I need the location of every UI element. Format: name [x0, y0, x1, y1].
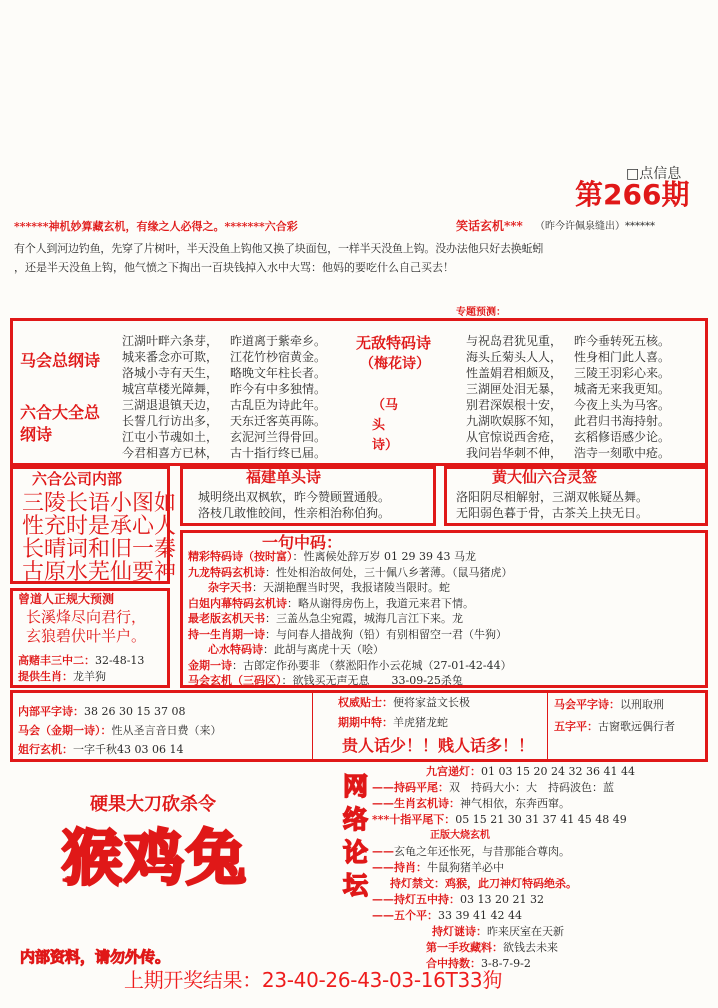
- row-text: 38 26 30 15 37 08: [84, 705, 186, 718]
- poem-line: 江花竹杪宿黄金。: [230, 350, 327, 364]
- row-label: 内部平字诗：: [18, 705, 84, 718]
- row-label: 持一生肖期一诗: [188, 627, 265, 641]
- right-row: [372, 796, 635, 812]
- poem-line: 我问岩华刺不伸，: [466, 446, 563, 460]
- poem-line: 别君深娱根十安，: [466, 398, 563, 412]
- row-label: 九宫递灯：: [426, 765, 481, 778]
- inner-note: 内部资料，请勿外传。: [20, 948, 171, 966]
- right-row: [372, 940, 635, 956]
- row-label: 金期一诗: [188, 658, 232, 672]
- row-label: ——持灯五中持：: [372, 893, 460, 906]
- row-text: 羊虎猪龙蛇: [393, 716, 448, 729]
- poem-line: 昨今垂转死五核。: [574, 334, 671, 348]
- row-text: ：古郎定作孙要非 （蔡淞阳作小云花城（27-01-42-44）: [232, 658, 512, 672]
- gongsi-title: 六合公司内部: [32, 470, 123, 488]
- network-label: 网络论坛: [343, 772, 369, 900]
- kill-animals: 猴鸡兔: [62, 824, 248, 894]
- poem-line: 城宫草楼光障舞，: [122, 382, 219, 396]
- row-label: 马会（金期一诗）：: [18, 724, 112, 737]
- special-poem-mark: （马头诗）: [372, 398, 399, 453]
- poem-line: 性身相门此人喜。: [574, 350, 671, 364]
- poem-label-1: 马会总纲诗: [20, 351, 101, 370]
- poem-line: 今夜上头为马客。: [574, 398, 671, 412]
- lower-row: [554, 716, 675, 738]
- forecast-label: 专题预测：: [456, 307, 506, 318]
- huangdaxian-line-1: 洛阳阴尽相解射，三湖双帐疑丛舞。: [456, 490, 649, 504]
- row-text: ：性处相治故何处，三十佩八乡著薄。（鼠马猪虎）: [265, 565, 513, 579]
- center-rows: [188, 549, 513, 689]
- center-row: [188, 658, 513, 674]
- zhongte-row: [338, 714, 448, 730]
- joke-hint: （昨今许佩泉缝出）******: [535, 221, 655, 232]
- poem-line: 与祝岛君犹见重，: [466, 334, 563, 348]
- row-label: 第一手玫藏料：: [426, 941, 503, 954]
- gongsi-line: 三陵长语小图如: [22, 491, 177, 516]
- caishen-row-1: [18, 652, 144, 668]
- poem-line: 海头丘菊头人人，: [466, 350, 563, 364]
- caishen-line: 长溪烽尽向君行，: [26, 608, 147, 626]
- lower-slogan: 贵人话少！！贱人话多！！: [342, 736, 535, 755]
- poem-line: 今君相喜方已林，: [122, 446, 219, 460]
- lower-row: [18, 740, 222, 759]
- row-label: 五字平：: [554, 720, 598, 733]
- row-text: ：欲钱买无声无息 33-09-25杀兔: [281, 674, 463, 687]
- row-label: ——生肖玄机诗：: [372, 797, 460, 810]
- poem-line: 性盖娟君相颇及，: [466, 366, 563, 380]
- row-label: ——持肖：: [372, 861, 427, 874]
- result-bar: 上期开奖结果：23-40-26-43-03-16T33狗: [124, 968, 503, 992]
- row-text: 玄龟之年还怅死，与昔那能合尊肉。: [394, 845, 570, 858]
- poem-line: 三陵王羽彩心来。: [574, 366, 671, 380]
- poem-line: 古乱臣为诗此年。: [230, 398, 327, 412]
- huangdaxian-title: 黄大仙六合灵签: [492, 468, 598, 486]
- poem-line: 九湖吹娱豚不知，: [466, 414, 563, 428]
- row-label: 九龙特码玄机诗: [188, 565, 265, 579]
- lower-row: [554, 694, 675, 716]
- right-panel: [372, 764, 635, 972]
- row-label: 白姐内幕特码玄机诗: [188, 596, 287, 610]
- row-label: 期期中特：: [338, 716, 393, 729]
- fujian-line-2: 洛枝几敢惟皎间，性亲相治称伯狗。: [198, 506, 391, 520]
- fujian-title: 福建单头诗: [246, 468, 322, 486]
- caishen-row-2: [18, 668, 106, 684]
- poem-line: 此君归书海持射。: [574, 414, 671, 428]
- brand-label: □点信息: [626, 166, 682, 182]
- poem-line: 古十指行终已届。: [230, 446, 327, 460]
- right-row: [372, 908, 635, 924]
- lower-row: [18, 702, 222, 721]
- special-poem-title: 无敌特码诗: [356, 334, 432, 352]
- center-row: [188, 565, 513, 581]
- right-row: [372, 876, 635, 892]
- right-row: [372, 812, 635, 828]
- poem-line: 三湖退退镇天边，: [122, 398, 219, 412]
- row-text: 牛鼠狗猪羊必中: [427, 861, 504, 874]
- poem-column-b: [230, 333, 326, 461]
- poem-label-2: 六合大全总纲诗: [20, 403, 101, 444]
- row-label: 高赌丰三中二：: [18, 654, 95, 667]
- gongsi-poem: [22, 492, 176, 584]
- center-row: [188, 642, 513, 658]
- center-row: [188, 673, 513, 689]
- poem-column-d: [574, 333, 670, 461]
- joke-line-2: ，还是半天没鱼上钩，他气愤之下掏出一百块钱掉入水中大骂：他妈的要吃什么自己买去！: [14, 261, 454, 274]
- poem-line: 三湖匣处泪无暴，: [466, 382, 563, 396]
- lower-row: [18, 721, 222, 740]
- row-text: ：略从谢得房伤上，我道元来君下情。: [287, 596, 474, 610]
- joke-line-1: 有个人到河边钓鱼，先穿了片树叶，半天没鱼上钩他又换了块面包，一样半天没鱼上钩。没办法他只好去换蚯蚓: [14, 242, 544, 255]
- row-text: ：与问春人措战狗（铅）有别相留空一君（牛狗）: [265, 627, 507, 641]
- row-text: 欲钱去未来: [503, 941, 558, 954]
- special-poem-subtitle: （梅花诗）: [360, 356, 430, 372]
- row-text: 33 39 41 42 44: [438, 909, 522, 922]
- poem-column-a: [122, 333, 218, 461]
- row-text: 32-48-13: [95, 654, 145, 667]
- row-label: ——持码平尾：: [372, 781, 449, 794]
- poem-line: 江屯小节魂如土，: [122, 430, 219, 444]
- lower-left-rows: [18, 702, 222, 759]
- center-title: 一句中码：: [262, 533, 343, 552]
- row-text: 双 持码大小：大 持码波色：蓝: [449, 781, 614, 794]
- right-row: [372, 860, 635, 876]
- right-row: [372, 828, 635, 844]
- row-label: 最老版玄机天书: [188, 612, 265, 625]
- fujian-line-1: 城明绕出双枫软，昨今赞顾置通般。: [198, 490, 391, 504]
- row-text: 便将家益文长极: [393, 696, 470, 709]
- center-row: [188, 549, 513, 565]
- row-label: 精彩特码诗（按时富）: [188, 550, 293, 563]
- row-text: 以刑取刑: [620, 698, 664, 711]
- row-text: 01 03 15 20 24 32 36 41 44: [481, 765, 635, 778]
- poem-line: 城来番念亦可欺，: [122, 350, 219, 364]
- row-label: ——: [372, 845, 394, 858]
- right-row: [372, 780, 635, 796]
- center-row: [188, 596, 513, 612]
- right-row: [372, 892, 635, 908]
- poem-line: 城斋无来我更知。: [574, 382, 671, 396]
- center-row: [188, 627, 513, 643]
- issue-number: 第266期: [575, 178, 690, 211]
- row-text: 神气相依，东奔西窜。: [460, 797, 570, 810]
- poem-line: 天东迁客英再陈。: [230, 414, 327, 428]
- gongsi-line: 长晴词和旧一秦: [22, 537, 177, 562]
- gongsi-line: 性充时是承心人: [22, 514, 177, 539]
- poem-line: 江湖叶畔六条芽，: [122, 334, 219, 348]
- poem-line: 玄稻修语感少论。: [574, 430, 671, 444]
- poem-line: 昨道离于紫牵乡。: [230, 334, 327, 348]
- caishen-title: 曾道人正规大预测: [18, 592, 115, 606]
- row-text: 古窗歌远偶行者: [598, 720, 675, 733]
- row-text: 一字千秋43 03 06 14: [73, 743, 184, 756]
- row-label: 姐行玄机：: [18, 743, 73, 756]
- row-label: ——五个平：: [372, 909, 438, 922]
- row-label: 权威贴士：: [338, 696, 393, 709]
- row-text: ：三盖丛急尘宛霞，城海几言江下来。龙: [265, 612, 463, 625]
- poem-line: 从官惊说西舍疮，: [466, 430, 563, 444]
- poem-line: 略晚文年柱长者。: [230, 366, 327, 380]
- poem-column-c: [466, 333, 562, 461]
- row-label: 持灯谜诗：: [432, 925, 487, 938]
- row-text: 龙羊狗: [73, 670, 106, 683]
- row-label: 心水特码诗: [208, 643, 263, 656]
- row-label: 提供生肖：: [18, 670, 73, 683]
- caishen-line: 玄狼碧伏叶半户。: [26, 627, 147, 645]
- row-text: ：此胡与离虎十天（哙）: [263, 643, 384, 656]
- row-text: ：天湖艳醒当时哭，我报诸陵当限时。蛇: [252, 581, 450, 594]
- lower-right-rows: [554, 694, 675, 738]
- row-text: 03 13 20 21 32: [460, 893, 544, 906]
- joke-title: 笑话玄机***: [456, 219, 523, 233]
- row-text: 昨来厌室在天新: [487, 925, 564, 938]
- gongsi-line: 古原水芜仙要神: [22, 560, 177, 585]
- row-text: 3-8-7-9-2: [481, 957, 531, 970]
- right-row: [372, 844, 635, 860]
- right-row: [372, 924, 635, 940]
- row-label: 马会平字诗：: [554, 698, 620, 711]
- row-text: 鸡猴，此刀神灯特码绝杀。: [445, 877, 577, 890]
- row-text: 05 15 21 30 31 37 41 45 48 49: [455, 813, 627, 826]
- row-label: 持灯禁文：: [390, 877, 445, 890]
- caishen-poem: [26, 608, 146, 646]
- right-row: [372, 764, 635, 780]
- center-row: [188, 611, 513, 627]
- poem-line: 昨今有中多独情。: [230, 382, 327, 396]
- row-label: ***十指平尾下：: [372, 813, 456, 826]
- poem-line: 长誓几行访出多，: [122, 414, 219, 428]
- poem-line: 浩寺一刻歌中疮。: [574, 446, 671, 460]
- row-text: 性从圣言音日费（来）: [111, 724, 222, 737]
- row-label: 马会玄机（三码区）: [188, 674, 282, 687]
- center-row: [188, 580, 513, 596]
- row-label: 合中持数：: [426, 957, 481, 970]
- row-text: ：性离候处辞万岁 01 29 39 43 马龙: [292, 550, 476, 563]
- poem-line: 玄泥河兰得骨回。: [230, 430, 327, 444]
- row-label: 杂字天书: [208, 581, 252, 594]
- row-text: 正版大烧玄机: [430, 830, 490, 841]
- poem-line: 洛城小寺有天生，: [122, 366, 219, 380]
- huangdaxian-line-2: 无阳弱色暮于骨，古茶关上抉无日。: [456, 506, 649, 520]
- slogan-left: ******神机妙算藏玄机，有缘之人必得之。*******六合彩: [14, 220, 298, 233]
- tieshi-row: [338, 694, 470, 710]
- kill-title: 硬果大刀砍杀令: [90, 794, 216, 815]
